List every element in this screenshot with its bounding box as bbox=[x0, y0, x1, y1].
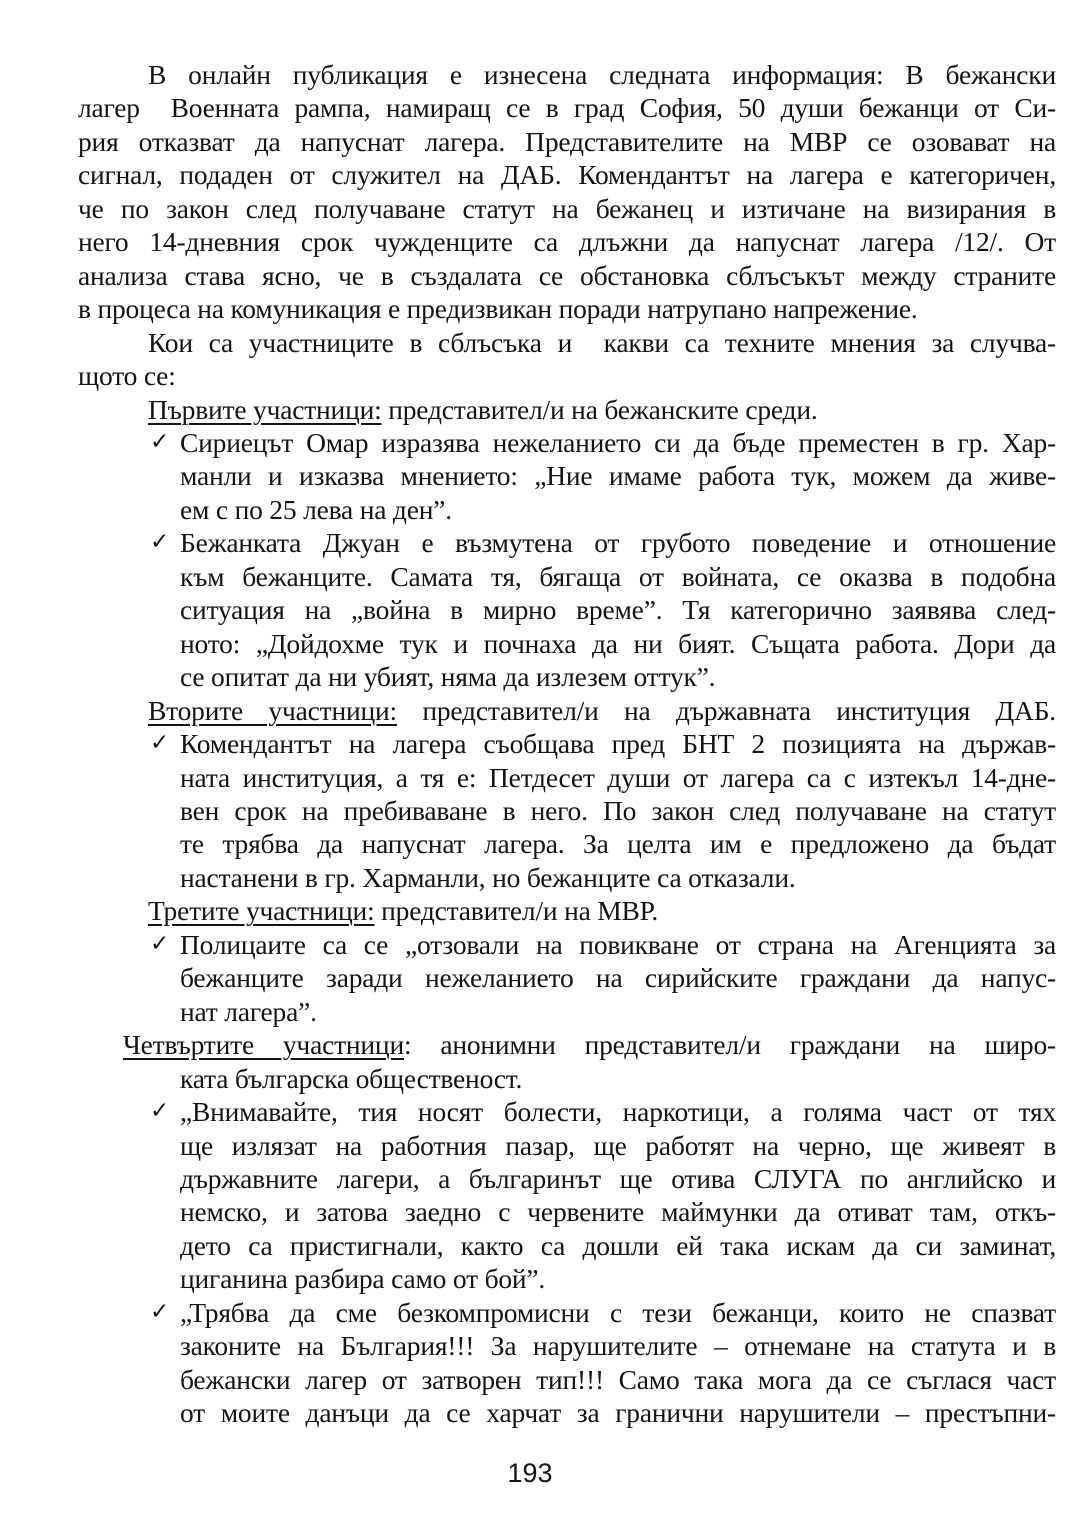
paragraph-line bbox=[148, 58, 1056, 91]
paragraph-line bbox=[180, 1363, 1056, 1396]
paragraph-line bbox=[180, 1162, 1056, 1195]
paragraph-line bbox=[78, 158, 1056, 191]
paragraph-line bbox=[180, 761, 1056, 794]
section-header-line bbox=[123, 1028, 1056, 1061]
line-text: Кои са участниците в сблъсъка и какви са техните мнения за случва- bbox=[148, 326, 1056, 358]
paragraph-line bbox=[180, 827, 1056, 860]
line-text: те трябва да напуснат лагера. За целта им е предложено да бъдат bbox=[180, 828, 1056, 860]
line-text: Бежанката Джуан е възмутена от грубото поведение и отношение bbox=[180, 527, 1056, 559]
line-text: : анонимни представител/и граждани на широ- bbox=[403, 1029, 1056, 1061]
line-text: ното: „Дойдохме тук и почнаха да ни бият. Същата работа. Дори да bbox=[180, 627, 1056, 659]
checkmark-icon: ✓ bbox=[150, 730, 170, 757]
bullet-item-line bbox=[150, 526, 1056, 559]
checkmark-icon: ✓ bbox=[150, 930, 170, 957]
checkmark-icon: ✓ bbox=[150, 1298, 170, 1325]
paragraph-line bbox=[78, 292, 1056, 325]
bullet-item-line bbox=[150, 1296, 1056, 1329]
paragraph-line bbox=[180, 1129, 1056, 1162]
paragraph-line bbox=[78, 192, 1056, 225]
section-header-underlined-label: Вторите участници: bbox=[148, 694, 397, 726]
paragraph-line bbox=[78, 91, 1056, 124]
line-text: сигнал, подаден от служител на ДАБ. Комендантът на лагера е категоричен, bbox=[78, 159, 1056, 191]
line-text: „Внимавайте, тия носят болести, наркотици, а голяма част от тях bbox=[180, 1096, 1056, 1128]
text-block bbox=[78, 58, 1056, 1430]
line-text: анализа става ясно, че в създалата се обстановка сблъсъкът между страните bbox=[78, 259, 1056, 291]
line-text: настанени в гр. Харманли, но бежанците са отказали. bbox=[180, 861, 796, 893]
page-number: 193 bbox=[507, 1458, 553, 1488]
checkmark-icon: ✓ bbox=[150, 529, 170, 556]
paragraph-line bbox=[180, 1262, 1056, 1295]
paragraph-line bbox=[78, 125, 1056, 158]
section-header-line bbox=[148, 694, 1056, 727]
line-text: вен срок на пребиваване в него. По закон след получаване на статут bbox=[180, 794, 1056, 826]
line-text: нат лагера”. bbox=[180, 995, 317, 1027]
paragraph-line bbox=[180, 1329, 1056, 1362]
line-text: от моите данъци да се харчат за гранични нарушители – престъпни- bbox=[180, 1397, 1056, 1429]
paragraph-line bbox=[78, 359, 1056, 392]
section-header-underlined-label: Третите участници: bbox=[148, 895, 375, 927]
line-text: манли и изказва мнението: „Ние имаме работа тук, можем да живе- bbox=[180, 460, 1056, 492]
line-text: рия отказват да напуснат лагера. Представителите на МВР се озовават на bbox=[78, 125, 1056, 157]
section-header-line bbox=[148, 393, 1056, 426]
line-text: „Трябва да сме безкомпромисни с тези бежанци, които не спазват bbox=[180, 1296, 1056, 1328]
line-text: ситуация на „война в мирно време”. Тя категорично заявява след- bbox=[180, 594, 1056, 626]
line-text: него 14-дневния срок чужденците са длъжни да напуснат лагера /12/. От bbox=[78, 226, 1056, 258]
line-text: законите на България!!! За нарушителите – отнемане на статута и в bbox=[180, 1330, 1056, 1362]
line-text: бежанците заради нежеланието на сирийските граждани да напус- bbox=[180, 962, 1056, 994]
bullet-item-line bbox=[150, 1095, 1056, 1128]
line-text: лагер Военната рампа, намиращ се в град София, 50 души бежанци от Си- bbox=[78, 92, 1056, 124]
paragraph-line bbox=[78, 259, 1056, 292]
line-text: към бежанците. Самата тя, бягаща от войната, се оказва в подобна bbox=[180, 560, 1056, 592]
paragraph-line bbox=[180, 593, 1056, 626]
line-text: циганина разбира само от бой”. bbox=[180, 1263, 546, 1295]
paragraph-line bbox=[78, 225, 1056, 258]
line-text: ем с по 25 лева на ден”. bbox=[180, 493, 452, 525]
line-text: В онлайн публикация е изнесена следната информация: В бежански bbox=[148, 59, 1056, 90]
line-text: Комендантът на лагера съобщава пред БНТ 2 позицията на държав- bbox=[180, 728, 1056, 760]
paragraph-line bbox=[180, 861, 1056, 894]
section-header-underlined-label: Първите участници: bbox=[148, 393, 382, 425]
line-text: се опитат да ни убият, няма да излезем оттук”. bbox=[180, 661, 716, 693]
line-text: представител/и на МВР. bbox=[374, 895, 659, 927]
paragraph-line bbox=[180, 560, 1056, 593]
line-text: бежански лагер от затворен тип!!! Само така мога да се съглася част bbox=[180, 1363, 1056, 1395]
line-text: представител/и на държавната институция ДАБ. bbox=[396, 694, 1056, 726]
line-text: държавните лагери, а българинът ще отива СЛУГА по английско и bbox=[180, 1162, 1056, 1194]
paragraph-line bbox=[180, 459, 1056, 492]
paragraph-line bbox=[148, 326, 1056, 359]
line-text: щото се: bbox=[78, 360, 176, 392]
line-text: дето са пристигнали, както са дошли ей така искам да си заминат, bbox=[180, 1229, 1056, 1261]
section-header-underlined-label: Четвъртите участници bbox=[123, 1029, 404, 1061]
line-text: Сириецът Омар изразява нежеланието си да бъде преместен в гр. Хар- bbox=[180, 426, 1056, 458]
line-text: че по закон след получаване статут на бежанец и изтичане на визирания в bbox=[78, 192, 1056, 224]
line-text: представител/и на бежанските среди. bbox=[381, 393, 818, 425]
bullet-item-line bbox=[150, 426, 1056, 459]
line-text: в процеса на комуникация е предизвикан поради натрупано напрежение. bbox=[78, 293, 918, 325]
line-text: немско, и затова заедно с червените маймунки да отиват там, откъ- bbox=[180, 1196, 1056, 1228]
paragraph-line bbox=[180, 627, 1056, 660]
paragraph-line bbox=[180, 1229, 1056, 1262]
paragraph-line bbox=[180, 794, 1056, 827]
paragraph-line bbox=[180, 961, 1056, 994]
paragraph-line bbox=[180, 1062, 1056, 1095]
checkmark-icon: ✓ bbox=[150, 428, 170, 455]
bullet-item-line bbox=[150, 928, 1056, 961]
paragraph-line bbox=[180, 493, 1056, 526]
paragraph-line bbox=[180, 1396, 1056, 1429]
paragraph-line bbox=[180, 995, 1056, 1028]
line-text: ната институция, а тя е: Петдесет души от лагера са с изтекъл 14-дне- bbox=[180, 761, 1056, 793]
line-text: ще излязат на работния пазар, ще работят на черно, ще живеят в bbox=[180, 1129, 1056, 1161]
line-text: ката българска общественост. bbox=[180, 1062, 523, 1094]
paragraph-line bbox=[180, 660, 1056, 693]
bullet-item-line bbox=[150, 727, 1056, 760]
checkmark-icon: ✓ bbox=[150, 1098, 170, 1125]
paragraph-line bbox=[180, 1195, 1056, 1228]
section-header-line bbox=[148, 894, 1056, 927]
line-text: Полицаите са се „отзовали на повикване от страна на Агенцията за bbox=[180, 928, 1056, 960]
